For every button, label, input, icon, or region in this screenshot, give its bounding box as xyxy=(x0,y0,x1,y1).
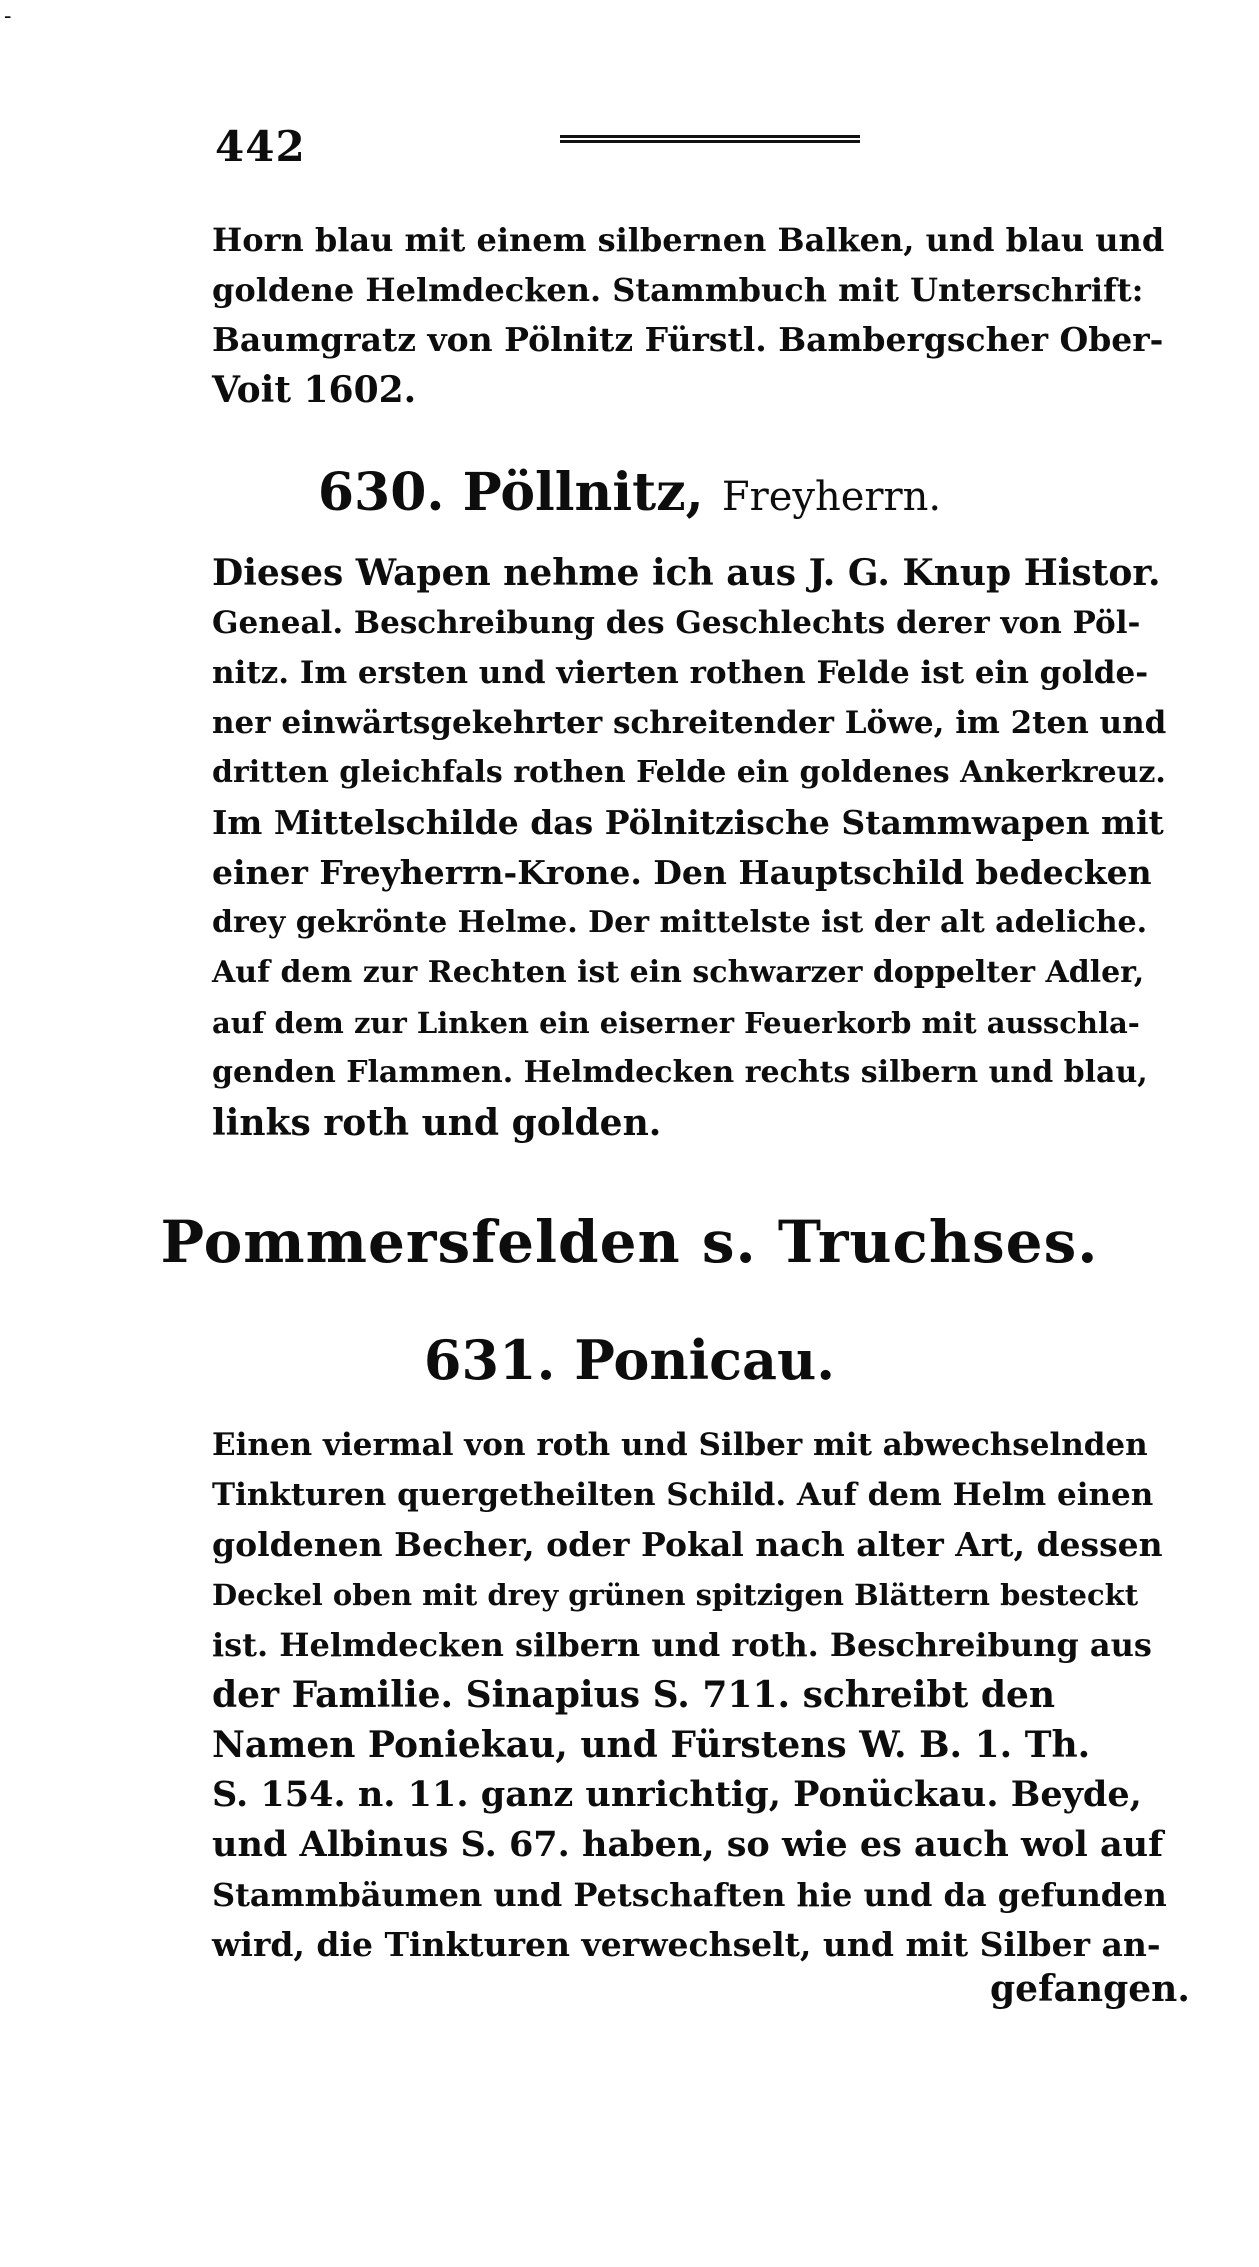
section-630-title: 630. Pöllnitz, xyxy=(317,462,704,523)
text-line: drey gekrönte Helme. Der mittelste ist der alt adeliche. xyxy=(212,905,1148,940)
text-line: ist. Helmdecken silbern und roth. Beschreibung aus xyxy=(212,1626,1152,1664)
section-630-paragraph xyxy=(212,548,1167,1148)
text-line: goldene Helmdecken. Stammbuch mit Unterschrift: xyxy=(212,271,1144,309)
text-line: Im Mittelschilde das Pölnitzische Stammwapen mit xyxy=(212,803,1164,842)
section-631-heading: 631. Ponicau. xyxy=(423,1328,836,1392)
text-line: Deckel oben mit drey grünen spitzigen Blättern besteckt xyxy=(212,1578,1139,1612)
text-line: der Familie. Sinapius S. 711. schreibt den xyxy=(212,1674,1056,1716)
page-number: 442 xyxy=(215,122,306,171)
text-line: Stammbäumen und Petschaften hie und da gefunden xyxy=(212,1876,1167,1914)
text-line: Einen viermal von roth und Silber mit abwechselnden xyxy=(212,1427,1148,1463)
text-line: genden Flammen. Helmdecken rechts silbern und blau, xyxy=(212,1055,1148,1090)
text-line: Dieses Wapen nehme ich aus J. G. Knup Histor. xyxy=(212,552,1161,594)
section-630-subtitle: Freyherrn. xyxy=(721,474,942,520)
text-line: Geneal. Beschreibung des Geschlechts derer von Pöl- xyxy=(212,605,1141,641)
section-631-paragraph xyxy=(212,1420,1167,1970)
text-line: Namen Poniekau, und Fürstens W. B. 1. Th. xyxy=(212,1724,1091,1766)
text-line: dritten gleichfals rothen Felde ein goldenes Ankerkreuz. xyxy=(212,755,1166,790)
header-rule xyxy=(560,135,860,143)
text-line: Horn blau mit einem silbernen Balken, und blau und xyxy=(212,221,1165,259)
text-line: S. 154. n. 11. ganz unrichtig, Ponückau. Beyde, xyxy=(212,1774,1142,1815)
section-630-heading xyxy=(0,462,1259,523)
text-line: einer Freyherrn-Krone. Den Hauptschild bedecken xyxy=(212,853,1152,892)
text-line: links roth und golden. xyxy=(212,1102,662,1144)
text-line: Voit 1602. xyxy=(212,369,417,411)
left-edge-mark: - xyxy=(4,4,12,29)
text-line: ner einwärtsgekehrter schreitender Löwe, im 2ten und xyxy=(212,705,1167,741)
text-line: wird, die Tinkturen verwechselt, und mit Silber an- xyxy=(212,1925,1161,1964)
pommersfelden-heading: Pommersfelden s. Truchses. xyxy=(160,1208,1099,1276)
text-line: Tinkturen quergetheilten Schild. Auf dem Helm einen xyxy=(212,1477,1154,1513)
text-line: Baumgratz von Pölnitz Fürstl. Bambergscher Ober- xyxy=(212,320,1164,359)
top-paragraph xyxy=(212,215,1167,415)
text-line: auf dem zur Linken ein eiserner Feuerkorb mit ausschla- xyxy=(212,1006,1140,1040)
text-line: goldenen Becher, oder Pokal nach alter Art, dessen xyxy=(212,1525,1163,1564)
catchword: gefangen. xyxy=(990,1968,1190,2010)
text-line: Auf dem zur Rechten ist ein schwarzer doppelter Adler, xyxy=(212,955,1145,990)
text-line: nitz. Im ersten und vierten rothen Felde ist ein golde- xyxy=(212,655,1149,691)
text-line: und Albinus S. 67. haben, so wie es auch wol auf xyxy=(212,1824,1164,1865)
